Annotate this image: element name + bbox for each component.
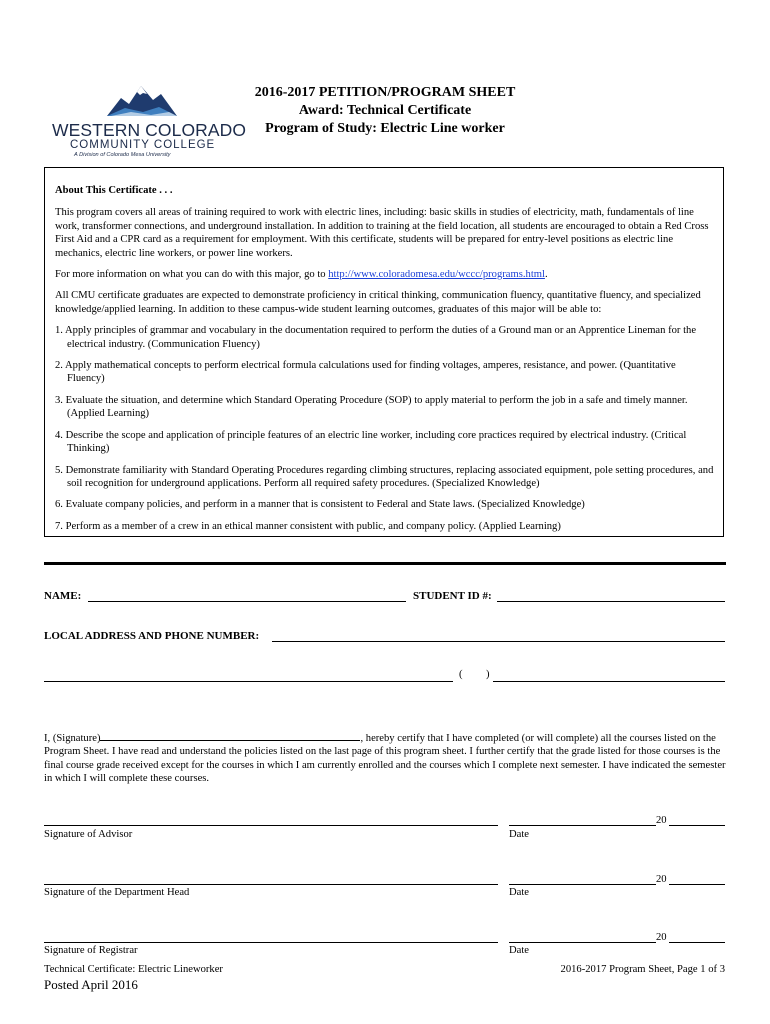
address-field-line-1[interactable] [272,641,725,642]
department-head-year-prefix: 20 [656,874,667,885]
outcome-item: 5. Demonstrate familiarity with Standard Operating Procedures regarding climbing structures, replacing associated equipment, pole setting procedures, and soil recognition for underground applications. Perform all required safety procedures. (Specialized Knowledge) [55,464,714,489]
footer-page-number: 2016-2017 Program Sheet, Page 1 of 3 [560,964,725,975]
footer-posted-date: Posted April 2016 [44,977,138,992]
address-field-line-2[interactable] [44,681,453,682]
cert-text: , hereby certify that I have completed (or will complete) all the courses listed on the Program Sheet. I have read and understand the policies listed on the last page of this program sheet. I further certify that the grade listed for those courses is the final course grade received except for the courses in which I am currently enrolled and the courses which I complete next semester. I have indicated the semester in which I will complete these courses. [44,733,726,785]
cert-prefix: I, (Signature) [44,733,101,744]
address-label: LOCAL ADDRESS AND PHONE NUMBER: [44,630,260,642]
phone-number-field[interactable] [493,681,725,682]
registrar-date-label: Date [509,945,529,956]
programs-link[interactable]: http://www.coloradomesa.edu/wccc/programs.html [328,269,545,281]
college-logo [52,82,247,162]
advisor-year-prefix: 20 [656,815,667,826]
advisor-signature-label: Signature of Advisor [44,829,133,840]
outcomes-list [55,324,715,533]
signature-field[interactable] [100,730,360,741]
header-title: 2016-2017 PETITION/PROGRAM SHEET [254,85,516,100]
department-head-signature-label: Signature of the Department Head [44,887,190,898]
department-head-year-line[interactable] [669,884,725,885]
department-head-date-label: Date [509,887,529,898]
name-field[interactable] [88,601,406,602]
about-title: About This Certificate . . . [55,185,173,196]
name-label: NAME: [44,590,82,602]
logo-line-2: COMMUNITY COLLEGE [70,139,216,151]
department-head-signature-line[interactable] [44,884,498,885]
mountain-logo-icon [107,82,177,118]
header-program: Program of Study: Electric Line worker [265,121,505,136]
logo-line-1: WESTERN COLORADO [52,120,247,140]
registrar-signature-label: Signature of Registrar [44,945,138,956]
phone-open-paren: ( [459,669,463,680]
phone-close-paren: ) [486,669,490,680]
section-divider [44,562,726,565]
advisor-signature-line[interactable] [44,825,498,826]
more-info [55,268,715,281]
registrar-date-line[interactable] [509,942,656,943]
outcome-item: 4. Describe the scope and application of principle features of an electric line worker, including core practices required by electrical industry. (Critical Thinking) [55,429,687,455]
registrar-signature-line[interactable] [44,942,498,943]
advisor-date-line[interactable] [509,825,656,826]
registrar-year-prefix: 20 [656,932,667,943]
student-id-label: STUDENT ID #: [413,590,492,602]
more-info-prefix: For more information on what you can do with this major, go to [55,269,329,281]
certification-statement [44,730,726,786]
logo-line-3: A Division of Colorado Mesa University [74,152,171,158]
about-description: This program covers all areas of training required to work with electric lines, including: basic skills in studies of electricity, math, fundamentals of line work, transformer connections, and underground installation. In addition to training at the field location, all students are encouraged to obtain a Red Cross First Aid and a CPR card as a requirement for employment. With this certificate, students will be prepared for entry-level positions as electric line mechanics, electric line workers, or power line workers. [55,207,709,259]
outcome-item: 3. Evaluate the situation, and determine which Standard Operating Procedure (SOP) to apply material to perform the job in a safe and timely manner. (Applied Learning) [55,394,688,420]
department-head-date-line[interactable] [509,884,656,885]
more-info-suffix: . [544,269,548,281]
advisor-date-label: Date [509,829,529,840]
footer-program: Technical Certificate: Electric Lineworker [44,964,223,975]
about-certificate-box [44,167,724,537]
learning-outcomes-intro: All CMU certificate graduates are expected to demonstrate proficiency in critical thinking, communication fluency, quantitative fluency, and specialized knowledge/applied learning. In addition to these campus-wide student learning outcomes, graduates of this major will be able to: [55,290,701,315]
registrar-year-line[interactable] [669,942,725,943]
outcome-item: 1. Apply principles of grammar and vocabulary in the documentation required to perform the duties of a Ground man or an Apprentice Lineman for the electrical industry. (Communication Fluency) [55,325,697,350]
outcome-item: 6. Evaluate company policies, and perform in a manner that is consistent to Federal and State laws. (Specialized Knowledge) [55,499,585,511]
page-header [230,84,540,138]
outcome-item: 2. Apply mathematical concepts to perform electrical formula calculations used for finding voltages, amperes, resistance, and power. (Quantitative Fluency) [55,360,676,385]
header-award: Award: Technical Certificate [298,103,472,118]
student-id-field[interactable] [497,601,725,602]
advisor-year-line[interactable] [669,825,725,826]
outcome-item: 7. Perform as a member of a crew in an ethical manner consistent with public, and company policy. (Applied Learning) [55,520,561,532]
